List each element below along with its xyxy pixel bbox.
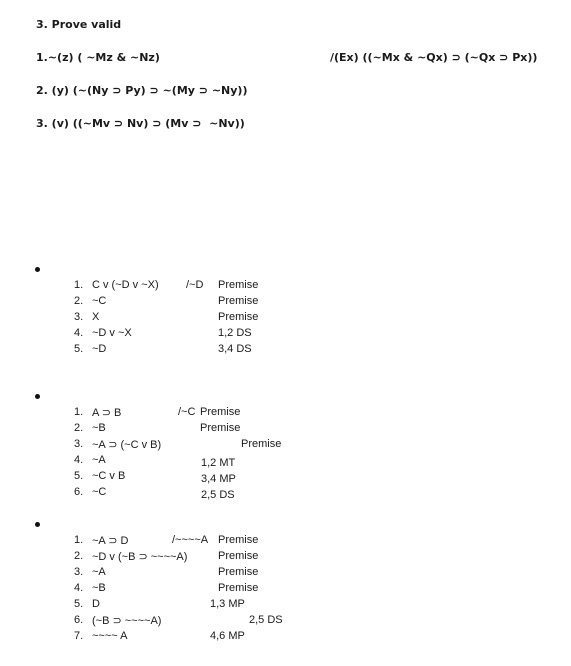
line-number: 4. bbox=[74, 327, 84, 339]
line-number: 5. bbox=[74, 343, 84, 355]
line-number: 5. bbox=[74, 470, 84, 482]
line-number: 3. bbox=[74, 311, 84, 323]
line-number: 1. bbox=[74, 534, 84, 546]
line-number: 6. bbox=[74, 486, 84, 498]
premise-3: 3. (v) ((~Mv ⊃ Nv) ⊃ (Mv ⊃ ~Nv)) bbox=[36, 117, 245, 130]
line-number: 3. bbox=[74, 566, 84, 578]
line-formula: ~D bbox=[92, 343, 107, 355]
line-justification: 1,3 MP bbox=[210, 598, 245, 610]
line-justification: Premise bbox=[218, 279, 259, 291]
line-justification: Premise bbox=[218, 582, 259, 594]
line-formula: ~D v (~B ⊃ ~~~~A) bbox=[92, 551, 188, 563]
line-number: 2. bbox=[74, 550, 84, 562]
line-number: 4. bbox=[74, 454, 84, 466]
line-justification: Premise bbox=[200, 406, 241, 418]
line-number: 1. bbox=[74, 279, 84, 291]
line-formula: C v (~D v ~X) bbox=[92, 279, 159, 291]
line-formula: ~A ⊃ (~C v B) bbox=[92, 439, 162, 451]
line-justification: Premise bbox=[200, 422, 241, 434]
problem-title: 3. Prove valid bbox=[36, 18, 122, 31]
line-justification: Premise bbox=[218, 295, 259, 307]
line-formula: X bbox=[92, 311, 100, 323]
line-number: 2. bbox=[74, 422, 84, 434]
line-justification: Premise bbox=[218, 534, 259, 546]
line-formula: A ⊃ B bbox=[92, 407, 122, 419]
line-formula: ~A ⊃ D bbox=[92, 535, 129, 547]
line-formula: ~C bbox=[92, 295, 107, 307]
line-justification: Premise bbox=[241, 438, 282, 450]
line-goal: /~D bbox=[186, 279, 204, 291]
line-formula: ~B bbox=[92, 422, 106, 434]
line-formula: ~B bbox=[92, 582, 106, 594]
bullet-proof-1 bbox=[35, 267, 40, 272]
line-number: 4. bbox=[74, 582, 84, 594]
line-justification: 4,6 MP bbox=[210, 630, 245, 642]
line-number: 3. bbox=[74, 438, 84, 450]
line-justification: 1,2 DS bbox=[218, 327, 252, 339]
premise-1: 1.~(z) ( ~Mz & ~Nz) bbox=[36, 51, 160, 64]
line-justification: 2,5 DS bbox=[249, 614, 283, 626]
line-justification: Premise bbox=[218, 311, 259, 323]
line-number: 6. bbox=[74, 614, 84, 626]
line-justification: 3,4 DS bbox=[218, 343, 252, 355]
line-goal: /~C bbox=[178, 406, 196, 418]
line-number: 7. bbox=[74, 630, 84, 642]
line-justification: Premise bbox=[218, 566, 259, 578]
line-number: 2. bbox=[74, 295, 84, 307]
line-goal: /~~~~A bbox=[172, 534, 209, 546]
bullet-proof-2 bbox=[35, 394, 40, 399]
line-formula: ~C bbox=[92, 486, 107, 498]
line-number: 5. bbox=[74, 598, 84, 610]
line-justification: 2,5 DS bbox=[201, 489, 235, 501]
line-justification: 1,2 MT bbox=[201, 457, 236, 469]
premise-2: 2. (y) (~(Ny ⊃ Py) ⊃ ~(My ⊃ ~Ny)) bbox=[36, 84, 248, 97]
line-formula: ~D v ~X bbox=[92, 327, 132, 339]
bullet-proof-3 bbox=[35, 522, 40, 527]
line-number: 1. bbox=[74, 406, 84, 418]
line-formula: (~B ⊃ ~~~~A) bbox=[92, 615, 162, 627]
line-justification: 3,4 MP bbox=[201, 473, 236, 485]
conclusion: /(Ex) ((~Mx & ~Qx) ⊃ (~Qx ⊃ Px)) bbox=[330, 51, 538, 64]
line-formula: D bbox=[92, 598, 100, 610]
line-formula: ~A bbox=[92, 566, 106, 578]
line-formula: ~~~~ A bbox=[92, 630, 128, 642]
line-formula: ~C v B bbox=[92, 470, 126, 482]
line-justification: Premise bbox=[218, 550, 259, 562]
line-formula: ~A bbox=[92, 454, 106, 466]
